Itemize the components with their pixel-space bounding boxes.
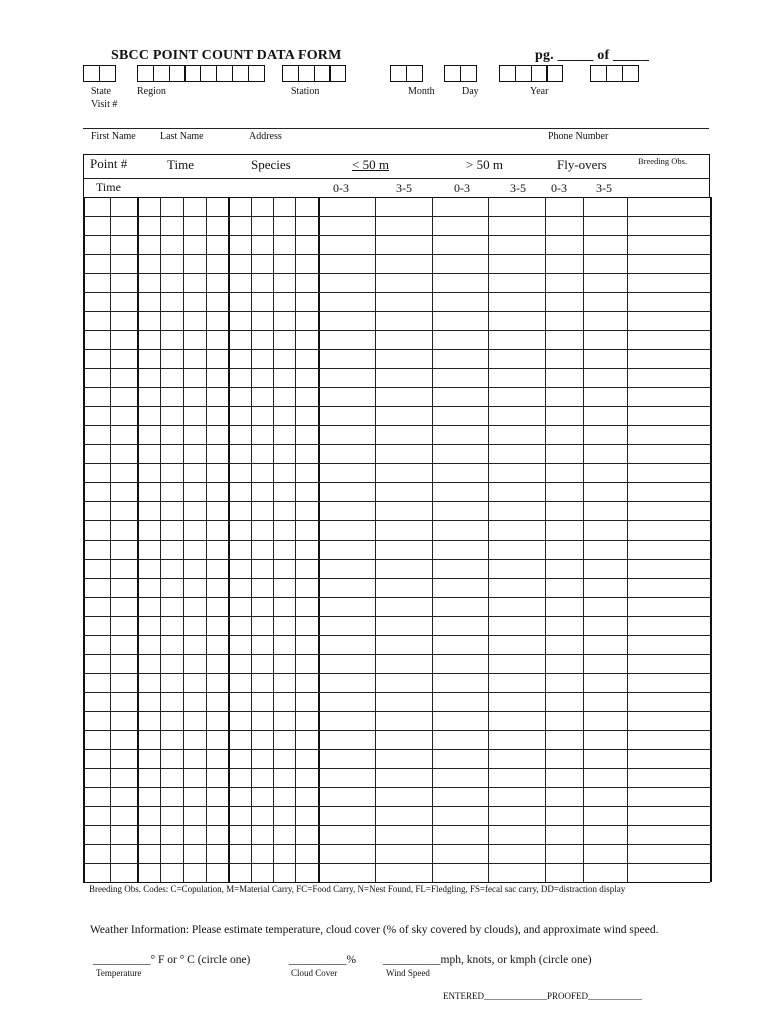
year-box[interactable] — [531, 65, 548, 82]
form-title: SBCC POINT COUNT DATA FORM — [111, 48, 342, 63]
grid-row-line — [83, 368, 710, 369]
grid-row-line — [83, 825, 710, 826]
visit-box[interactable] — [622, 65, 639, 82]
year-box[interactable] — [499, 65, 516, 82]
grid-row-line — [83, 711, 710, 712]
station-box[interactable] — [282, 65, 299, 82]
day-box[interactable] — [444, 65, 461, 82]
region-box[interactable] — [153, 65, 170, 82]
region-box[interactable] — [137, 65, 154, 82]
day-boxes[interactable] — [444, 65, 476, 82]
grid-row-line — [83, 330, 710, 331]
grid-column-line — [710, 197, 712, 882]
grid-row-line — [83, 654, 710, 655]
region-box[interactable] — [216, 65, 233, 82]
grid-row-line — [83, 463, 710, 464]
breeding-obs-header: Breeding Obs. — [638, 156, 688, 166]
station-box[interactable] — [314, 65, 331, 82]
weather-instructions: Weather Information: Please estimate temperature, cloud cover (% of sky covered by clouds), and approximate wind speed. — [90, 924, 659, 936]
grid-row-line — [83, 749, 710, 750]
visit-box[interactable] — [590, 65, 607, 82]
observer-top-rule — [83, 128, 709, 129]
region-box[interactable] — [232, 65, 249, 82]
day-label: Day — [462, 86, 479, 97]
visit-box[interactable] — [606, 65, 623, 82]
grid-row-line — [83, 292, 710, 293]
within-50m-3-5: 3-5 — [396, 181, 412, 195]
time-header: Time — [167, 157, 194, 172]
grid-row-line — [83, 444, 710, 445]
grid-row-line — [83, 635, 710, 636]
month-label: Month — [408, 86, 435, 97]
beyond-50m-0-3: 0-3 — [454, 181, 470, 195]
year-boxes[interactable] — [499, 65, 562, 82]
state-box[interactable] — [99, 65, 116, 82]
grid-row-line — [83, 787, 710, 788]
last-name-label[interactable]: Last Name — [160, 131, 204, 142]
grid-row-line — [83, 425, 710, 426]
first-name-label[interactable]: First Name — [91, 131, 136, 142]
state-label: State — [91, 86, 111, 97]
species-header: Species — [251, 157, 291, 172]
wind-speed-field[interactable]: __________mph, knots, or kmph (circle one) — [383, 954, 592, 966]
header-divider — [83, 178, 710, 179]
region-box[interactable] — [169, 65, 186, 82]
visit-boxes[interactable] — [590, 65, 637, 82]
day-box[interactable] — [460, 65, 477, 82]
within-50m-header: < 50 m — [352, 157, 389, 172]
month-boxes[interactable] — [390, 65, 422, 82]
breeding-codes-note: Breeding Obs. Codes: C=Copulation, M=Material Carry, FC=Food Carry, N=Nest Found, FL=Fledgling, FS=fecal sac carry, DD=distraction display — [89, 884, 626, 894]
grid-row-line — [83, 730, 710, 731]
within-50m-0-3: 0-3 — [333, 181, 349, 195]
grid-row-line — [83, 501, 710, 502]
station-label: Station — [291, 86, 320, 97]
wind-speed-label: Wind Speed — [386, 968, 430, 978]
grid-row-line — [83, 559, 710, 560]
temperature-label: Temperature — [96, 968, 142, 978]
grid-row-line — [83, 520, 710, 521]
grid-row-line — [83, 692, 710, 693]
region-box[interactable] — [248, 65, 265, 82]
grid-row-line — [83, 216, 710, 217]
grid-row-line — [83, 254, 710, 255]
grid-row-line — [83, 197, 710, 198]
year-box[interactable] — [515, 65, 532, 82]
month-box[interactable] — [390, 65, 407, 82]
grid-row-line — [83, 844, 710, 845]
grid-row-line — [83, 597, 710, 598]
grid-row-line — [83, 768, 710, 769]
grid-row-line — [83, 482, 710, 483]
grid-row-line — [83, 235, 710, 236]
grid-row-line — [83, 406, 710, 407]
time-subheader: Time — [96, 180, 121, 194]
grid-row-line — [83, 673, 710, 674]
flyovers-3-5: 3-5 — [596, 181, 612, 195]
grid-row-line — [83, 578, 710, 579]
state-boxes[interactable] — [83, 65, 115, 82]
page-number-field[interactable]: pg. _____ of _____ — [535, 48, 650, 63]
phone-number-label[interactable]: Phone Number — [548, 131, 609, 142]
entered-proofed-field[interactable]: ENTERED______________PROOFED____________ — [443, 991, 643, 1001]
station-boxes[interactable] — [282, 65, 345, 82]
region-box[interactable] — [184, 65, 201, 82]
grid-row-line — [83, 882, 710, 883]
region-box[interactable] — [200, 65, 217, 82]
grid-row-line — [83, 806, 710, 807]
grid-row-line — [83, 540, 710, 541]
beyond-50m-3-5: 3-5 — [510, 181, 526, 195]
cloud-cover-field[interactable]: __________% — [289, 954, 357, 966]
year-box[interactable] — [546, 65, 563, 82]
month-box[interactable] — [406, 65, 423, 82]
grid-row-line — [83, 349, 710, 350]
address-label[interactable]: Address — [249, 131, 282, 142]
point-header: Point # — [90, 156, 128, 171]
flyovers-header: Fly-overs — [557, 157, 607, 172]
beyond-50m-header: > 50 m — [466, 157, 503, 172]
grid-row-line — [83, 273, 710, 274]
flyovers-0-3: 0-3 — [551, 181, 567, 195]
cloud-cover-label: Cloud Cover — [291, 968, 338, 978]
point-count-grid[interactable] — [83, 197, 710, 882]
region-boxes[interactable] — [137, 65, 264, 82]
station-box[interactable] — [329, 65, 346, 82]
year-label: Year — [530, 86, 549, 97]
grid-row-line — [83, 616, 710, 617]
grid-row-line — [83, 863, 710, 864]
state-box[interactable] — [83, 65, 100, 82]
region-label: Region — [137, 86, 166, 97]
grid-row-line — [83, 311, 710, 312]
visit-label: Visit # — [91, 99, 118, 110]
grid-row-line — [83, 387, 710, 388]
station-box[interactable] — [298, 65, 315, 82]
temperature-field[interactable]: __________° F or ° C (circle one) — [93, 954, 251, 966]
